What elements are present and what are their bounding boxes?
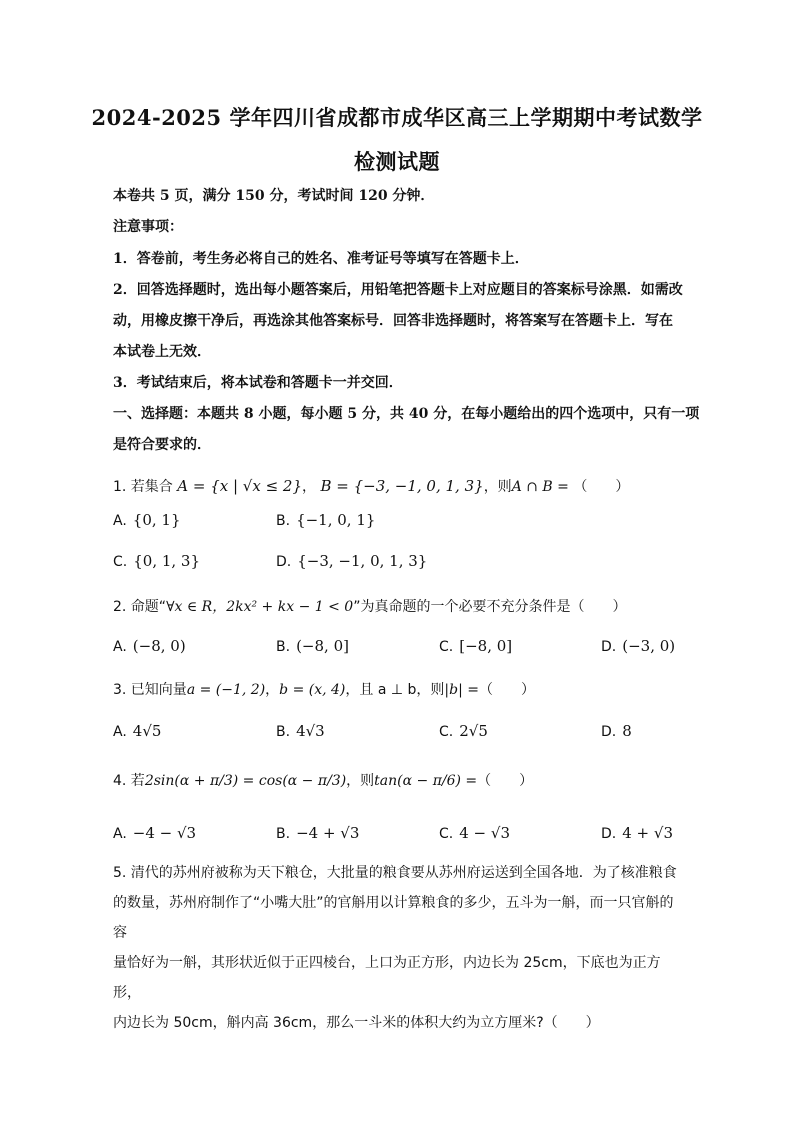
option-label: D. — [601, 639, 617, 655]
exam-title-line2: 检测试题 — [354, 149, 440, 174]
option-value: 4√5 — [132, 722, 162, 740]
option-label: D. — [276, 554, 292, 570]
question-3-ask: |b| = — [444, 682, 479, 698]
question-4-ask: ，则 — [346, 773, 375, 789]
question-3-option-b[interactable] — [276, 722, 325, 740]
notice-label: 注意事项： — [113, 219, 183, 235]
question-5-line2: 的数量，苏州府制作了“小嘴大肚”的官斛用以计算粮食的多少，五斗为一斛，而一只官斛的容 — [113, 895, 674, 941]
question-1-prefix: 1. 若集合 — [113, 479, 173, 495]
option-label: A. — [113, 639, 127, 655]
question-3-blank: （ ） — [479, 682, 535, 698]
option-label: A. — [113, 513, 127, 529]
option-label: B. — [276, 826, 291, 842]
question-2-statement: ∀x ∈ R，2kx² + kx − 1 < 0 — [166, 599, 354, 615]
option-value: (−8, 0) — [132, 637, 186, 655]
option-label: C. — [113, 554, 128, 570]
option-label: B. — [276, 639, 291, 655]
option-value: (−8, 0] — [296, 637, 349, 655]
option-value: −4 + √3 — [296, 824, 360, 842]
option-value: {−1, 0, 1} — [296, 511, 376, 529]
option-label: A. — [113, 724, 127, 740]
option-value: 4 + √3 — [622, 824, 673, 842]
question-3-vector-b: b = (x, 4) — [279, 682, 346, 698]
option-value: −4 − √3 — [132, 824, 197, 842]
question-4-option-a[interactable] — [113, 824, 196, 842]
option-label: C. — [439, 724, 454, 740]
question-1-option-a[interactable] — [113, 511, 181, 529]
option-value: 4√3 — [296, 722, 325, 740]
exam-title-line1: 2024-2025 学年四川省成都市成华区高三上学期期中考试数学 — [91, 105, 703, 130]
question-1-set-a: A = {x | √x ≤ 2} — [177, 477, 303, 495]
option-label: B. — [276, 724, 291, 740]
question-2-option-a[interactable] — [113, 637, 186, 655]
question-4-option-b[interactable] — [276, 824, 359, 842]
option-label: C. — [439, 639, 454, 655]
question-4-prefix: 4. 若 — [113, 773, 145, 789]
notice-item-2-line3: 本试卷上无效． — [113, 344, 211, 360]
question-2 — [113, 596, 626, 616]
question-2-option-b[interactable] — [276, 637, 349, 655]
question-1-ask: ，则 — [483, 479, 512, 495]
option-value: 8 — [622, 722, 632, 740]
question-3-vector-a: a = (−1, 2) — [186, 682, 266, 698]
question-1-set-b: B = {−3, −1, 0, 1, 3} — [320, 477, 484, 495]
question-1-blank: （ ） — [573, 479, 630, 495]
option-label: B. — [276, 513, 291, 529]
question-4 — [113, 770, 533, 790]
option-value: 4 − √3 — [459, 824, 510, 842]
section1-heading-line1: 一、选择题：本题共 8 小题，每小题 5 分，共 40 分，在每小题给出的四个选项中，只有一项 — [113, 406, 700, 422]
question-4-equation: 2sin(α + π/3) = cos(α − π/3) — [144, 773, 347, 789]
option-label: C. — [439, 826, 454, 842]
notice-item-1: 1．答卷前，考生务必将自己的姓名、准考证号等填写在答题卡上． — [113, 251, 529, 267]
question-3-option-d[interactable] — [601, 722, 632, 740]
option-value: {0, 1} — [132, 511, 181, 529]
question-2-suffix: ”为真命题的一个必要不充分条件是（ ） — [353, 599, 627, 615]
question-3: 3. 已知向量a = (−1, 2)，b = (x, 4)，且 a ⊥ b，则|b| =（ ） — [113, 682, 535, 698]
question-5-line3: 量恰好为一斛，其形状近似于正四棱台，上口为正方形，内边长为 25cm，下底也为正方形， — [113, 955, 661, 1001]
question-4-option-d[interactable] — [601, 824, 673, 842]
question-1-option-d[interactable] — [276, 552, 427, 570]
option-label: A. — [113, 826, 127, 842]
notice-item-3: 3．考试结束后，将本试卷和答题卡一并交回． — [113, 375, 403, 391]
question-4-target: tan(α − π/6) = — [374, 773, 478, 789]
question-3-condition: ，且 a ⊥ b，则 — [345, 682, 445, 698]
option-value: {0, 1, 3} — [133, 552, 201, 570]
option-value: (−3, 0) — [622, 637, 676, 655]
option-value: 2√5 — [459, 722, 488, 740]
option-label: D. — [601, 826, 617, 842]
question-1-option-c[interactable] — [113, 552, 200, 570]
question-1-option-b[interactable] — [276, 511, 375, 529]
question-2-prefix: 2. 命题“ — [113, 599, 167, 615]
question-4-blank: （ ） — [477, 773, 534, 789]
question-1-expr: A ∩ B = — [511, 479, 569, 495]
notice-item-2-line2: 动，用橡皮擦干净后，再选涂其他答案标号．回答非选择题时，将答案写在答题卡上．写在 — [113, 313, 673, 329]
question-4-option-c[interactable] — [439, 824, 510, 842]
question-2-option-c[interactable] — [439, 637, 512, 655]
question-3-prefix: 3. 已知向量 — [113, 682, 187, 698]
question-1: 1. 若集合 A = {x | √x ≤ 2}， B = {−3, −1, 0, 1, 3}，则A ∩ B = （ ） — [113, 477, 630, 495]
question-3-option-a[interactable] — [113, 722, 161, 740]
exam-summary: 本卷共 5 页，满分 150 分，考试时间 120 分钟． — [113, 188, 435, 204]
question-5 — [113, 858, 681, 1038]
option-value: {−3, −1, 0, 1, 3} — [297, 552, 428, 570]
question-5-line1: 5. 清代的苏州府被称为天下粮仓，大批量的粮食要从苏州府运送到全国各地．为了核准粮食 — [113, 865, 677, 881]
option-value: [−8, 0] — [459, 637, 513, 655]
option-label: D. — [601, 724, 617, 740]
question-5-line4: 内边长为 50cm，斛内高 36cm，那么一斗米的体积大约为立方厘米?（ ） — [113, 1015, 600, 1031]
section1-heading-line2: 是符合要求的． — [113, 437, 211, 453]
question-2-option-d[interactable] — [601, 637, 675, 655]
notice-item-2-line1: 2．回答选择题时，选出每小题答案后，用铅笔把答题卡上对应题目的答案标号涂黑．如需改 — [113, 282, 683, 298]
question-3-option-c[interactable] — [439, 722, 488, 740]
